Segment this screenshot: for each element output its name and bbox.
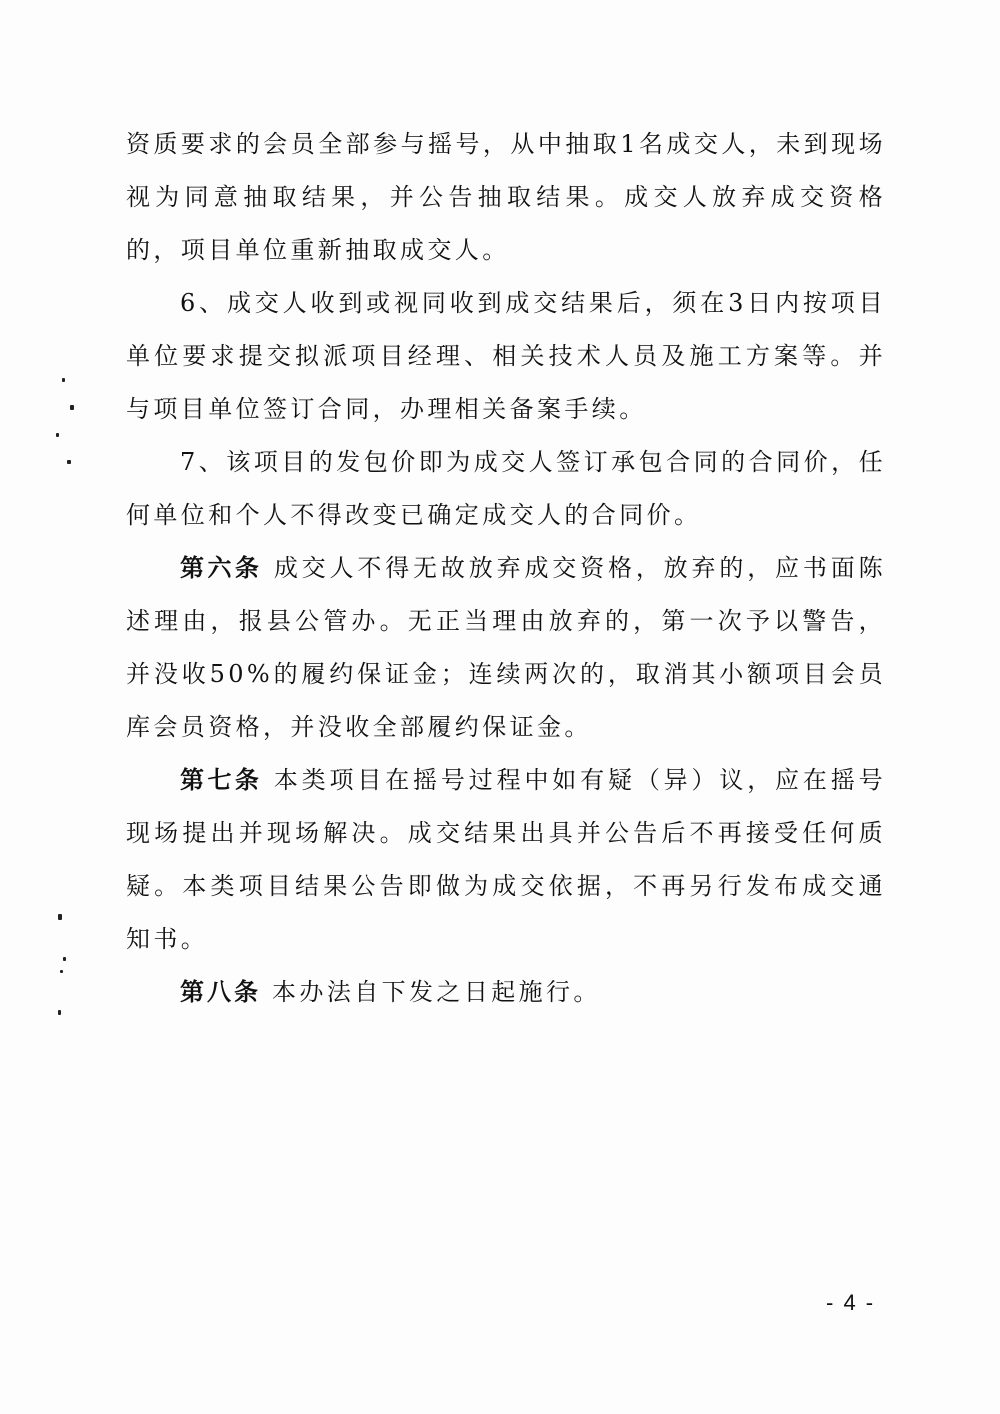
paragraph-item-7 — [126, 436, 886, 542]
paragraph-text: 7、该项目的发包价即为成交人签订承包合同的合同价，任何单位和个人不得改变已确定成交人的合同价。 — [126, 448, 886, 529]
scan-speck — [58, 914, 62, 920]
paragraph-item-6 — [126, 277, 886, 436]
article-6 — [126, 542, 886, 754]
article-7 — [126, 754, 886, 966]
article-heading: 第八条 — [180, 978, 261, 1006]
scan-speck — [58, 1010, 61, 1015]
paragraph-text: 6、成交人收到或视同收到成交结果后，须在3日内按项目单位要求提交拟派项目经理、相关技术人员及施工方案等。并与项目单位签订合同，办理相关备案手续。 — [126, 289, 886, 423]
paragraph-text: 成交人不得无故放弃成交资格，放弃的，应书面陈述理由，报县公管办。无正当理由放弃的，第一次予以警告，并没收50%的履约保证金；连续两次的，取消其小额项目会员库会员资格，并没收全部履约保证金。 — [126, 554, 886, 741]
scan-speck — [62, 378, 65, 382]
scan-speck — [70, 405, 74, 410]
article-heading: 第六条 — [180, 554, 263, 582]
page-number: - 4 - — [826, 1290, 876, 1315]
article-heading: 第七条 — [180, 766, 263, 794]
document-body — [126, 118, 886, 1019]
paragraph-continuation — [126, 118, 886, 277]
scan-speck — [67, 460, 71, 464]
scan-speck — [63, 957, 66, 961]
scan-speck — [56, 433, 59, 437]
article-8 — [126, 966, 886, 1019]
paragraph-text: 资质要求的会员全部参与摇号，从中抽取1名成交人，未到现场视为同意抽取结果，并公告抽取结果。成交人放弃成交资格的，项目单位重新抽取成交人。 — [126, 130, 886, 264]
paragraph-text: 本办法自下发之日起施行。 — [272, 978, 601, 1006]
paragraph-text: 本类项目在摇号过程中如有疑（异）议，应在摇号现场提出并现场解决。成交结果出具并公告后不再接受任何质疑。本类项目结果公告即做为成交依据，不再另行发布成交通知书。 — [126, 766, 886, 953]
scan-speck — [60, 970, 63, 973]
